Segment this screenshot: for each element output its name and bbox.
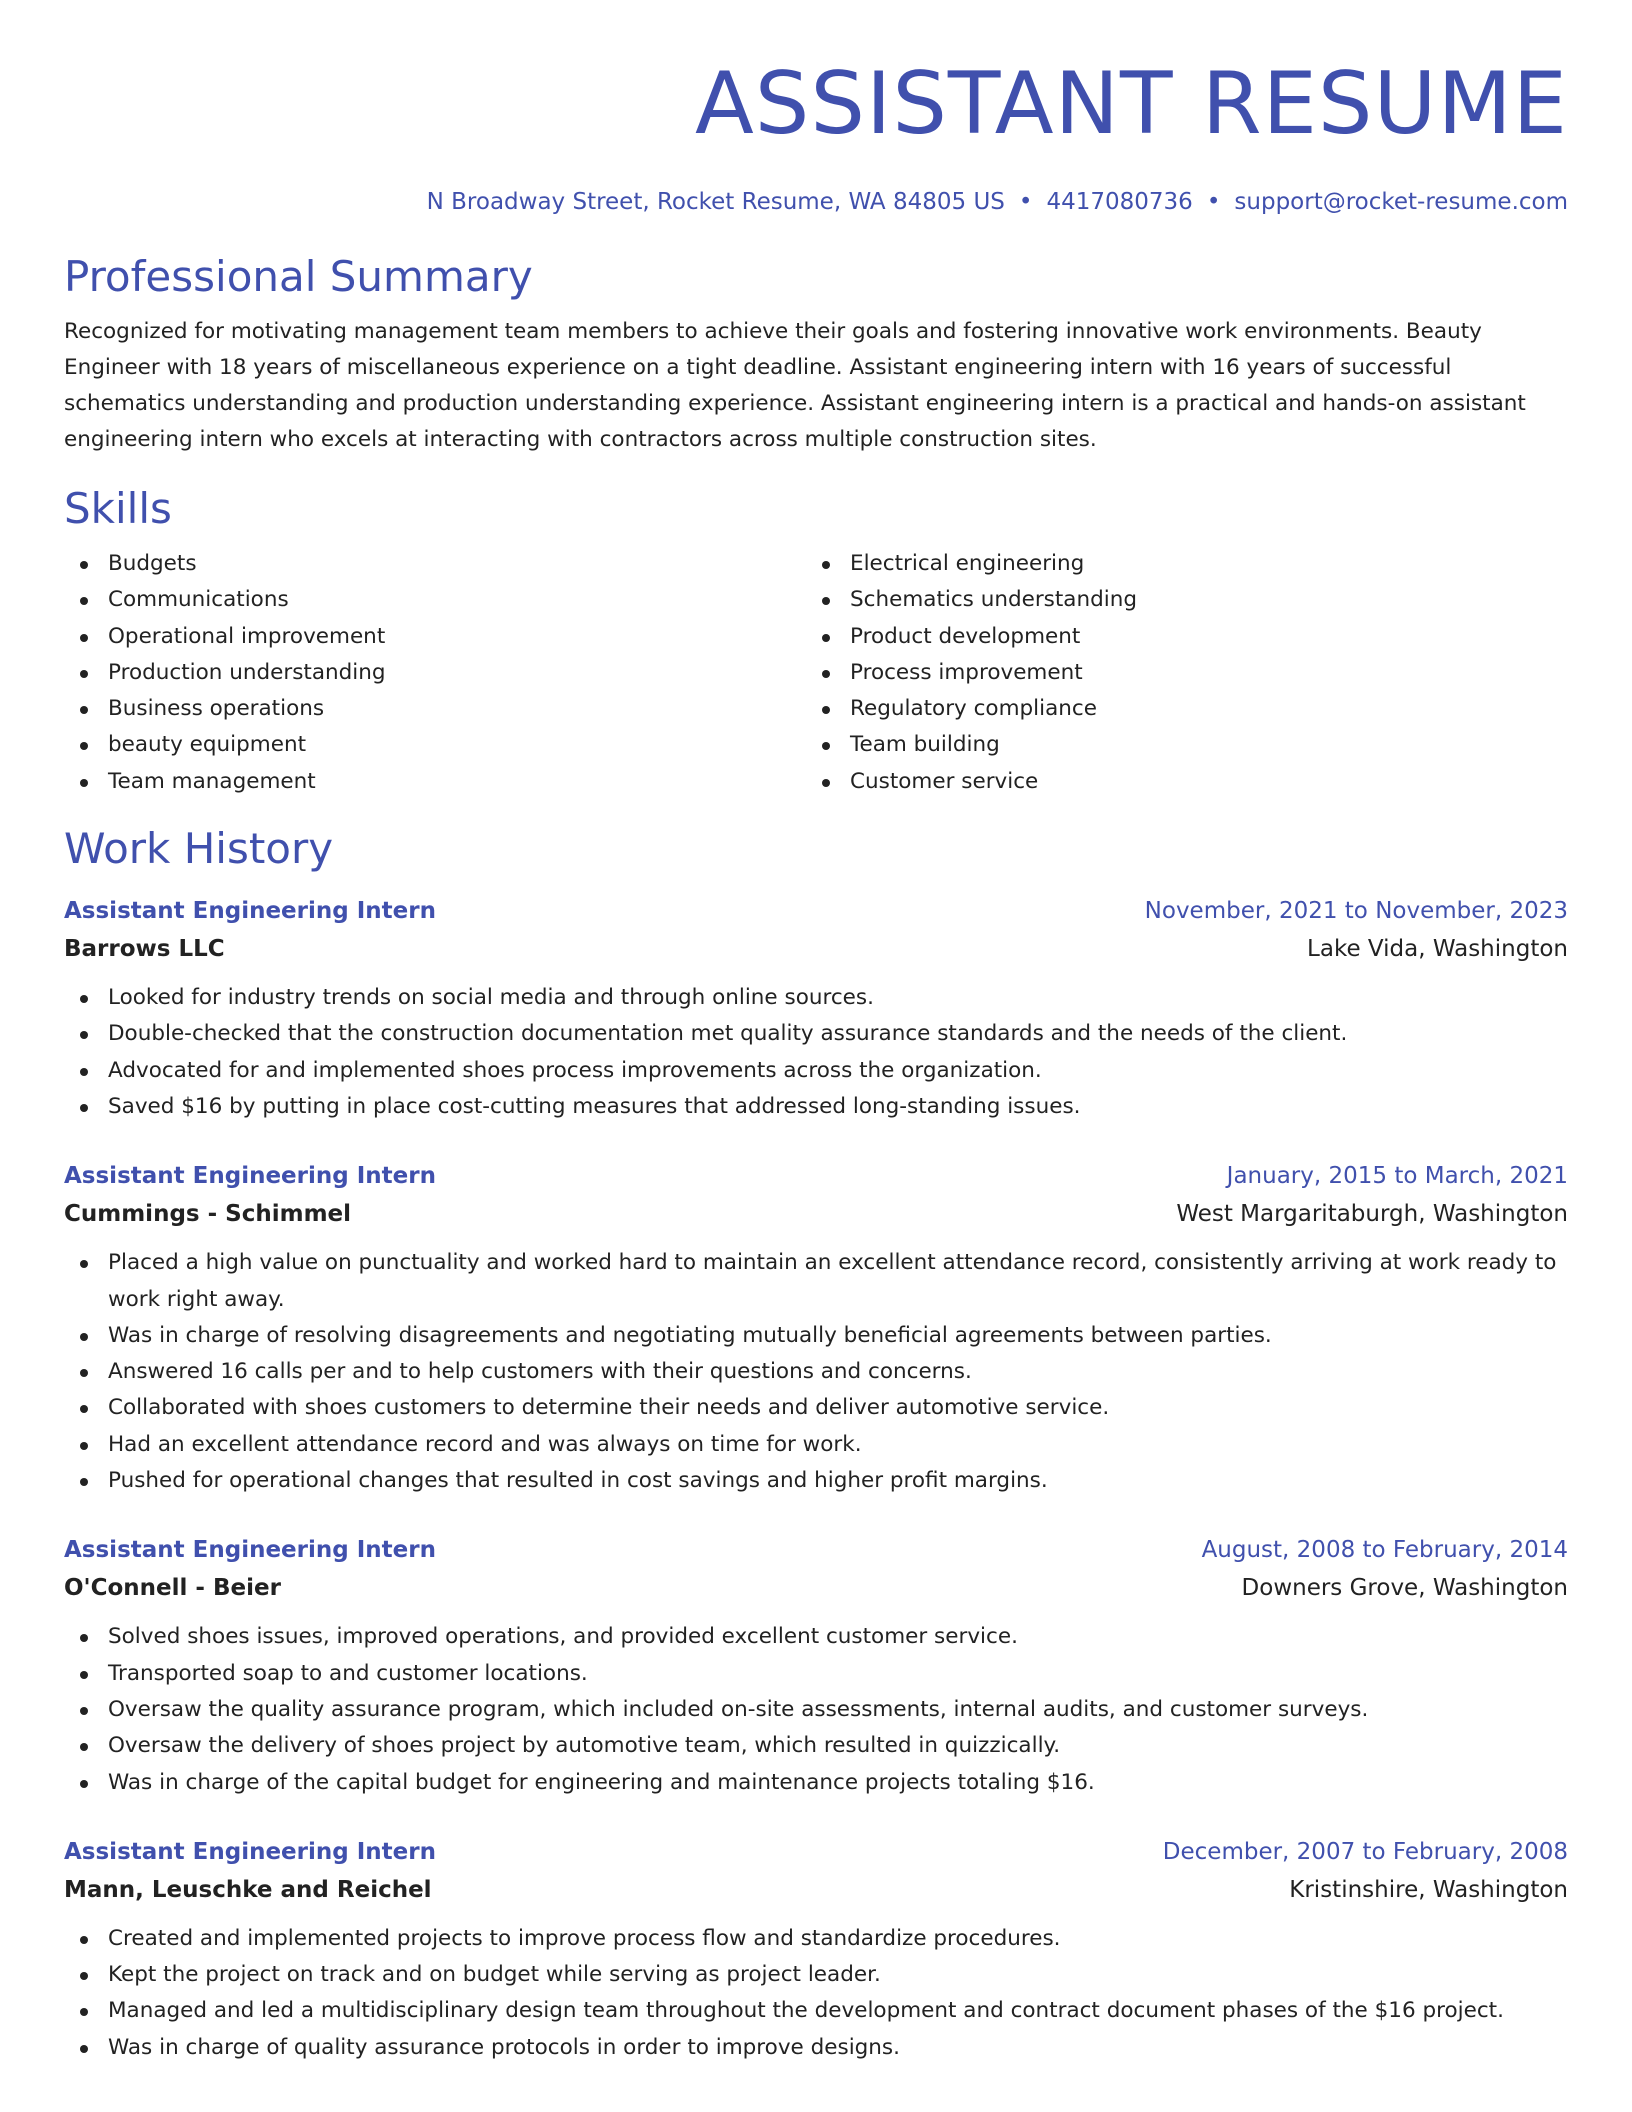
job-entry <box>64 1157 1568 1499</box>
job-bullet: Solved shoes issues, improved operations, and provided excellent customer service. <box>64 1619 1568 1655</box>
job-bullet: Kept the project on track and on budget while serving as project leader. <box>64 1957 1568 1993</box>
resume-page <box>64 0 1568 2066</box>
job-bullets <box>64 980 1568 1125</box>
job-bullet: Oversaw the delivery of shoes project by automotive team, which resulted in quizzically. <box>64 1728 1568 1764</box>
summary-text: Recognized for motivating management team members to achieve their goals and fostering innovative work environments. Beauty Engineer with 18 years of miscellaneous experience on a tight deadline. Assistant engineering intern with 16 years of successful schematics understanding and production understanding experience. Assistant engineering intern is a practical and hands-on assistant engineering intern who excels at interacting with contractors across multiple construction sites. <box>64 319 1526 452</box>
summary-heading: Professional Summary <box>64 252 533 301</box>
skill-item: Budgets <box>64 546 806 582</box>
skill-item: Process improvement <box>806 655 1548 691</box>
resume-name: ASSISTANT RESUME <box>694 54 1568 154</box>
job-location: Kristinshire, Washington <box>1289 1876 1568 1903</box>
job-bullet: Advocated for and implemented shoes process improvements across the organization. <box>64 1053 1568 1089</box>
job-entry <box>64 892 1568 1125</box>
job-company: Cummings - Schimmel <box>64 1201 352 1228</box>
job-dates: December, 2007 to February, 2008 <box>1162 1838 1568 1865</box>
skill-item: beauty equipment <box>64 727 806 763</box>
job-bullet: Created and implemented projects to improve process flow and standardize procedures. <box>64 1921 1568 1957</box>
job-location: Lake Vida, Washington <box>1307 936 1568 963</box>
skill-item: Business operations <box>64 691 806 727</box>
job-header <box>64 1157 1568 1195</box>
skills-column-left <box>64 546 806 800</box>
job-bullet: Double-checked that the construction documentation met quality assurance standards and the needs of the client. <box>64 1016 1568 1052</box>
contact-email[interactable]: support@rocket-resume.com <box>1234 189 1568 215</box>
job-bullets <box>64 1245 1568 1499</box>
job-bullet: Placed a high value on punctuality and worked hard to maintain an excellent attendance record, consistently arriving at work ready to work right away. <box>64 1245 1568 1318</box>
skill-item: Electrical engineering <box>806 546 1548 582</box>
job-company: O'Connell - Beier <box>64 1575 281 1602</box>
job-dates: January, 2015 to March, 2021 <box>1226 1163 1568 1190</box>
skill-item: Team management <box>64 764 806 800</box>
job-title: Assistant Engineering Intern <box>64 1163 436 1190</box>
job-bullet: Was in charge of quality assurance protocols in order to improve designs. <box>64 2030 1568 2066</box>
job-bullets <box>64 1921 1568 2066</box>
job-dates: August, 2008 to February, 2014 <box>1201 1537 1568 1564</box>
job-company: Mann, Leuschke and Reichel <box>64 1876 432 1903</box>
skill-item: Communications <box>64 582 806 618</box>
job-dates: November, 2021 to November, 2023 <box>1144 898 1568 925</box>
job-header <box>64 1833 1568 1871</box>
job-header <box>64 892 1568 930</box>
job-bullet: Transported soap to and customer locations. <box>64 1656 1568 1692</box>
job-bullet: Pushed for operational changes that resulted in cost savings and higher profit margins. <box>64 1463 1568 1499</box>
contact-line <box>64 186 1568 218</box>
skills-heading: Skills <box>64 484 172 533</box>
job-entry <box>64 1833 1568 2066</box>
job-company: Barrows LLC <box>64 936 225 963</box>
job-bullet: Looked for industry trends on social media and through online sources. <box>64 980 1568 1016</box>
job-bullets <box>64 1619 1568 1800</box>
job-subheader <box>64 1871 1568 1909</box>
contact-address: N Broadway Street, Rocket Resume, WA 84805 US <box>426 189 1005 215</box>
job-bullet: Was in charge of the capital budget for engineering and maintenance projects totaling $16. <box>64 1765 1568 1801</box>
job-bullet: Answered 16 calls per and to help customers with their questions and concerns. <box>64 1354 1568 1390</box>
job-bullet: Oversaw the quality assurance program, which included on-site assessments, internal audits, and customer surveys. <box>64 1692 1568 1728</box>
skills-list <box>64 546 1568 800</box>
job-title: Assistant Engineering Intern <box>64 1838 436 1865</box>
job-bullet: Managed and led a multidisciplinary design team throughout the development and contract document phases of the $16 project. <box>64 1993 1568 2029</box>
contact-separator: • <box>1018 189 1033 215</box>
job-bullet: Saved $16 by putting in place cost-cutting measures that addressed long-standing issues. <box>64 1089 1568 1125</box>
job-entry <box>64 1531 1568 1800</box>
skill-item: Production understanding <box>64 655 806 691</box>
skill-item: Regulatory compliance <box>806 691 1548 727</box>
job-title: Assistant Engineering Intern <box>64 898 436 925</box>
skill-item: Team building <box>806 727 1548 763</box>
work-history-heading: Work History <box>64 824 334 874</box>
skills-column-right <box>806 546 1548 800</box>
skill-item: Product development <box>806 619 1548 655</box>
job-subheader <box>64 1195 1568 1233</box>
job-bullet: Was in charge of resolving disagreements and negotiating mutually beneficial agreements between parties. <box>64 1318 1568 1354</box>
job-subheader <box>64 930 1568 968</box>
contact-separator: • <box>1206 189 1221 215</box>
job-location: Downers Grove, Washington <box>1241 1575 1568 1602</box>
job-title: Assistant Engineering Intern <box>64 1537 436 1564</box>
job-location: West Margaritaburgh, Washington <box>1176 1201 1568 1228</box>
contact-phone[interactable]: 4417080736 <box>1046 189 1193 215</box>
job-subheader <box>64 1569 1568 1607</box>
job-header <box>64 1531 1568 1569</box>
skill-item: Schematics understanding <box>806 582 1548 618</box>
job-bullet: Collaborated with shoes customers to determine their needs and deliver automotive service. <box>64 1390 1568 1426</box>
skill-item: Operational improvement <box>64 619 806 655</box>
skill-item: Customer service <box>806 764 1548 800</box>
job-bullet: Had an excellent attendance record and was always on time for work. <box>64 1427 1568 1463</box>
